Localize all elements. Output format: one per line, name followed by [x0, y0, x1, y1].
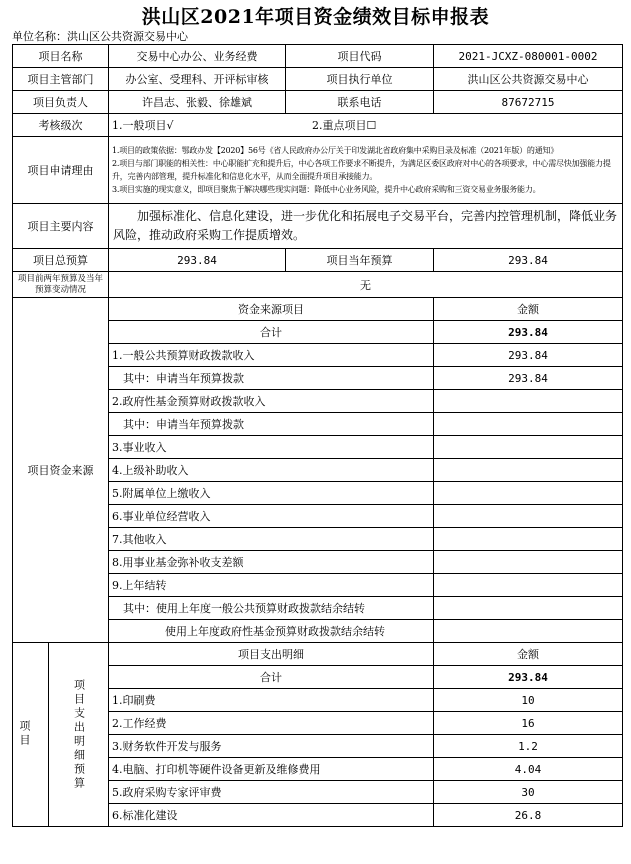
unit-name: 洪山区公共资源交易中心 [67, 30, 188, 43]
exec-value: 洪山区公共资源交易中心 [434, 68, 623, 91]
project-code-label: 项目代码 [286, 45, 434, 68]
funding-item-amount [434, 597, 623, 620]
funding-section-label: 项目资金来源 [13, 298, 109, 643]
expense-item-amount: 30 [434, 781, 623, 804]
project-name-value: 交易中心办公、业务经费 [109, 45, 286, 68]
funding-item-label: 9.上年结转 [109, 574, 434, 597]
year-budget-value: 293.84 [434, 249, 623, 272]
funding-item-label: 其中：申请当年预算拨款 [109, 413, 434, 436]
reason-text [109, 137, 623, 204]
funding-item-amount [434, 436, 623, 459]
content-label: 项目主要内容 [13, 204, 109, 249]
row-dept [13, 68, 623, 91]
project-name-label: 项目名称 [13, 45, 109, 68]
expense-item-label: 2.工作经费 [109, 712, 434, 735]
prev-change-value: 无 [109, 272, 623, 298]
expense-item-amount: 26.8 [434, 804, 623, 827]
total-budget-label: 项目总预算 [13, 249, 109, 272]
owner-value: 许昌志、张毅、徐雄斌 [109, 91, 286, 114]
expense-item-label: 合计 [109, 666, 434, 689]
exec-label: 项目执行单位 [286, 68, 434, 91]
funding-item-amount: 293.84 [434, 344, 623, 367]
expense-item-amount: 4.04 [434, 758, 623, 781]
row-content [13, 204, 623, 249]
expense-item-amount: 293.84 [434, 666, 623, 689]
expense-item-label: 6.标准化建设 [109, 804, 434, 827]
funding-item-label: 5.附属单位上缴收入 [109, 482, 434, 505]
declaration-table [12, 44, 623, 827]
expense-outer-label: 项目 [13, 643, 49, 827]
dept-value: 办公室、受理科、开评标审核 [109, 68, 286, 91]
funding-header-row [13, 298, 623, 321]
funding-header-item: 资金来源项目 [109, 298, 434, 321]
expense-header-item: 项目支出明细 [109, 643, 434, 666]
expense-item-amount: 16 [434, 712, 623, 735]
expense-item-label: 4.电脑、打印机等硬件设备更新及维修费用 [109, 758, 434, 781]
funding-header-amount: 金额 [434, 298, 623, 321]
funding-item-label: 6.事业单位经营收入 [109, 505, 434, 528]
total-budget-value: 293.84 [109, 249, 286, 272]
row-prev-change [13, 272, 623, 298]
funding-item-amount [434, 482, 623, 505]
row-budget [13, 249, 623, 272]
expense-inner-label: 项目支出明细预算 [49, 643, 109, 827]
level-options [109, 114, 623, 137]
dept-label: 项目主管部门 [13, 68, 109, 91]
funding-item-label: 7.其他收入 [109, 528, 434, 551]
year-budget-label: 项目当年预算 [286, 249, 434, 272]
unit-label: 单位名称： [12, 30, 67, 43]
level-option-general: 1.一般项目√ [112, 119, 174, 132]
funding-item-label: 1.一般公共预算财政拨款收入 [109, 344, 434, 367]
owner-label: 项目负责人 [13, 91, 109, 114]
funding-item-amount [434, 390, 623, 413]
expense-header-row [13, 643, 623, 666]
level-label: 考核级次 [13, 114, 109, 137]
funding-item-label: 其中：申请当年预算拨款 [109, 367, 434, 390]
prev-change-label: 项目前两年预算及当年预算变动情况 [13, 272, 109, 298]
funding-item-amount: 293.84 [434, 321, 623, 344]
funding-item-amount [434, 620, 623, 643]
funding-item-amount [434, 551, 623, 574]
funding-item-amount [434, 574, 623, 597]
reason-item-3: 3.项目实施的现实意义，即项目聚焦于解决哪些现实问题：降低中心业务风险，提升中心政府采购和三资交易业务服务能力。 [112, 185, 541, 194]
phone-value: 87672715 [434, 91, 623, 114]
expense-item-label: 5.政府采购专家评审费 [109, 781, 434, 804]
expense-item-amount: 10 [434, 689, 623, 712]
reason-item-1: 1.项目的政策依据：鄂政办发【2020】56号《省人民政府办公厅关于印发湖北省政府集中采购目录及标准（2021年版）的通知》 [112, 146, 559, 155]
content-text: 加强标准化、信息化建设，进一步优化和拓展电子交易平台，完善内控管理机制，降低业务风险，推动政府采购工作提质增效。 [109, 204, 623, 249]
funding-item-label: 合计 [109, 321, 434, 344]
funding-item-label: 2.政府性基金预算财政拨款收入 [109, 390, 434, 413]
row-project-name [13, 45, 623, 68]
funding-item-amount [434, 505, 623, 528]
project-code-value: 2021-JCXZ-080001-0002 [434, 45, 623, 68]
funding-item-label: 8.用事业基金弥补收支差额 [109, 551, 434, 574]
funding-item-amount [434, 413, 623, 436]
reason-item-2: 2.项目与部门职能的相关性：中心职能扩充和提升后，中心各项工作要求不断提升，为满足区委区政府对中心的各项要求，中心需尽快加强能力提升，完善内部管理，提升标准化和信息化水平，从而全面提升项目承接能力。 [112, 159, 611, 181]
row-owner [13, 91, 623, 114]
expense-item-label: 1.印刷费 [109, 689, 434, 712]
funding-item-label: 3.事业收入 [109, 436, 434, 459]
row-level [13, 114, 623, 137]
funding-item-amount: 293.84 [434, 367, 623, 390]
phone-label: 联系电话 [286, 91, 434, 114]
level-option-key: 2.重点项目☐ [312, 119, 377, 132]
row-reason [13, 137, 623, 204]
expense-item-label: 3.财务软件开发与服务 [109, 735, 434, 758]
page-title: 洪山区2021年项目资金绩效目标申报表 [141, 6, 490, 28]
expense-header-amount: 金额 [434, 643, 623, 666]
funding-item-label: 使用上年度政府性基金预算财政拨款结余结转 [109, 620, 434, 643]
funding-item-amount [434, 459, 623, 482]
funding-item-amount [434, 528, 623, 551]
expense-item-amount: 1.2 [434, 735, 623, 758]
reason-label: 项目申请理由 [13, 137, 109, 204]
funding-item-label: 其中：使用上年度一般公共预算财政拨款结余结转 [109, 597, 434, 620]
unit-line [12, 28, 188, 44]
funding-item-label: 4.上级补助收入 [109, 459, 434, 482]
